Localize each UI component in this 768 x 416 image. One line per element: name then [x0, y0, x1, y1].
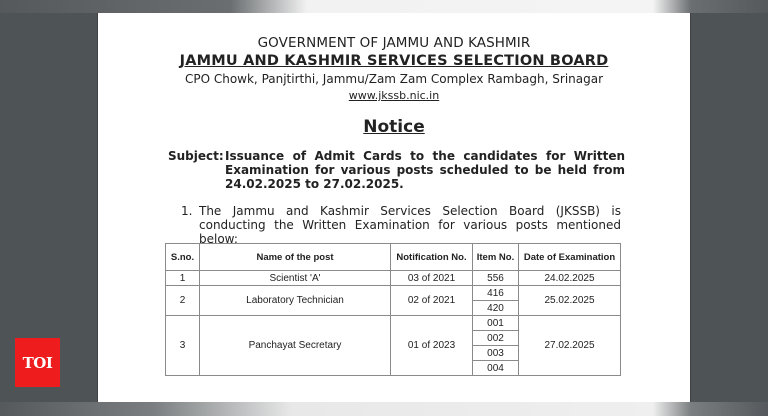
cell-date: 25.02.2025: [519, 286, 621, 316]
cell-post: Panchayat Secretary: [200, 316, 391, 376]
cell-post: Scientist 'A': [200, 271, 391, 286]
cell-sno: 1: [166, 271, 200, 286]
header-sno: S.no.: [166, 244, 200, 271]
cell-item: 001: [473, 316, 519, 331]
toi-logo-text: TOI: [22, 353, 53, 372]
header-post: Name of the post: [200, 244, 391, 271]
cell-item: 556: [473, 271, 519, 286]
cell-date: 27.02.2025: [519, 316, 621, 376]
top-edge-strip: [0, 0, 768, 13]
table-row: [166, 286, 621, 301]
header-notification: Notification No.: [391, 244, 473, 271]
cell-item: 002: [473, 331, 519, 346]
bottom-edge-strip: [0, 402, 768, 416]
cell-sno: 2: [166, 286, 200, 316]
table-header-row: [166, 244, 621, 271]
subject-label: Subject:: [168, 149, 224, 163]
cell-item: 420: [473, 301, 519, 316]
cell-notification: 02 of 2021: [391, 286, 473, 316]
cell-sno: 3: [166, 316, 200, 376]
cell-post: Laboratory Technician: [200, 286, 391, 316]
website-link[interactable]: www.jkssb.nic.in: [348, 89, 440, 102]
cell-item: 416: [473, 286, 519, 301]
cell-notification: 03 of 2021: [391, 271, 473, 286]
notice-document: [98, 13, 690, 402]
paragraph-number: 1.: [181, 204, 193, 218]
board-heading: JAMMU AND KASHMIR SERVICES SELECTION BOARD: [179, 53, 609, 69]
cell-item: 003: [473, 346, 519, 361]
table-row: [166, 316, 621, 331]
notice-title: Notice: [363, 117, 425, 137]
table-row: [166, 271, 621, 286]
paragraph-text: The Jammu and Kashmir Services Selection Board (JKSSB) is conducting the Written Examination for various posts mentioned below:: [199, 204, 621, 246]
cell-item: 004: [473, 361, 519, 376]
header-date: Date of Examination: [519, 244, 621, 271]
subject-text: Issuance of Admit Cards to the candidates for Written Examination for various posts scheduled to be held from 24.02.2025 to 27.02.2025.: [225, 149, 625, 191]
toi-logo: [15, 338, 60, 387]
exam-schedule-table: [165, 243, 621, 376]
header-item: Item No.: [473, 244, 519, 271]
board-address: CPO Chowk, Panjtirthi, Jammu/Zam Zam Complex Rambagh, Srinagar: [184, 72, 604, 86]
cell-date: 24.02.2025: [519, 271, 621, 286]
cell-notification: 01 of 2023: [391, 316, 473, 376]
government-heading: GOVERNMENT OF JAMMU AND KASHMIR: [257, 35, 531, 51]
